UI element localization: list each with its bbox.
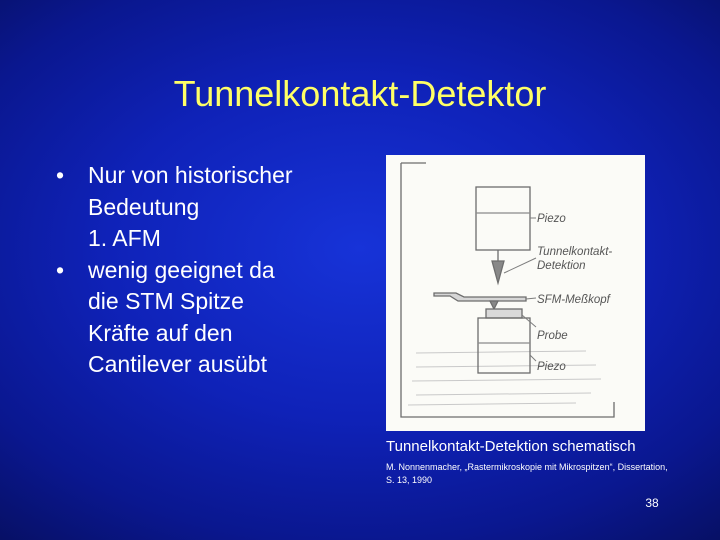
source-line: S. 13, 1990 (386, 475, 433, 485)
bullet-dot-icon: • (56, 256, 65, 283)
label-tunnel-line1: Tunnelkontakt- (537, 246, 613, 258)
scan-artifacts (408, 351, 601, 405)
bullet-line: Bedeutung (88, 193, 200, 220)
bullet-line: die STM Spitze (88, 288, 244, 314)
bullet-list (56, 160, 356, 381)
bullet-line: Kräfte auf den (88, 319, 233, 346)
label-piezo-bottom: Piezo (537, 361, 566, 373)
tunnel-contact-diagram (386, 155, 645, 431)
bullet-line: wenig geeignet da (88, 256, 275, 283)
label-probe: Probe (537, 330, 568, 342)
sample (486, 309, 522, 318)
bullet-item (56, 255, 356, 381)
figure-caption: Tunnelkontakt-Detektion schematisch (386, 438, 636, 455)
bullet-line: Nur von historischer (88, 162, 293, 188)
piezo-block-top (476, 187, 530, 250)
slide-title: Tunnelkontakt-Detektor (173, 73, 547, 114)
bullet-line: 1. AFM (88, 225, 161, 251)
bullet-dot-icon: • (56, 162, 65, 188)
bullet-item (56, 160, 356, 255)
label-piezo-top: Piezo (537, 213, 566, 225)
page-number: 38 (645, 496, 659, 510)
source-line: M. Nonnenmacher, „Rastermikroskopie mit Mikrospitzen“, Dissertation, (386, 462, 668, 472)
cantilever (434, 293, 526, 301)
label-leaders (504, 218, 536, 361)
bullet-line: Cantilever ausübt (88, 351, 267, 377)
afm-tip (490, 301, 498, 309)
label-tunnel-line2: Detektion (537, 260, 586, 272)
stm-tip (492, 261, 504, 283)
label-sfm: SFM-Meßkopf (537, 294, 610, 306)
schematic-figure (386, 155, 645, 431)
piezo-block-bottom (478, 318, 530, 373)
source-citation (386, 461, 706, 487)
